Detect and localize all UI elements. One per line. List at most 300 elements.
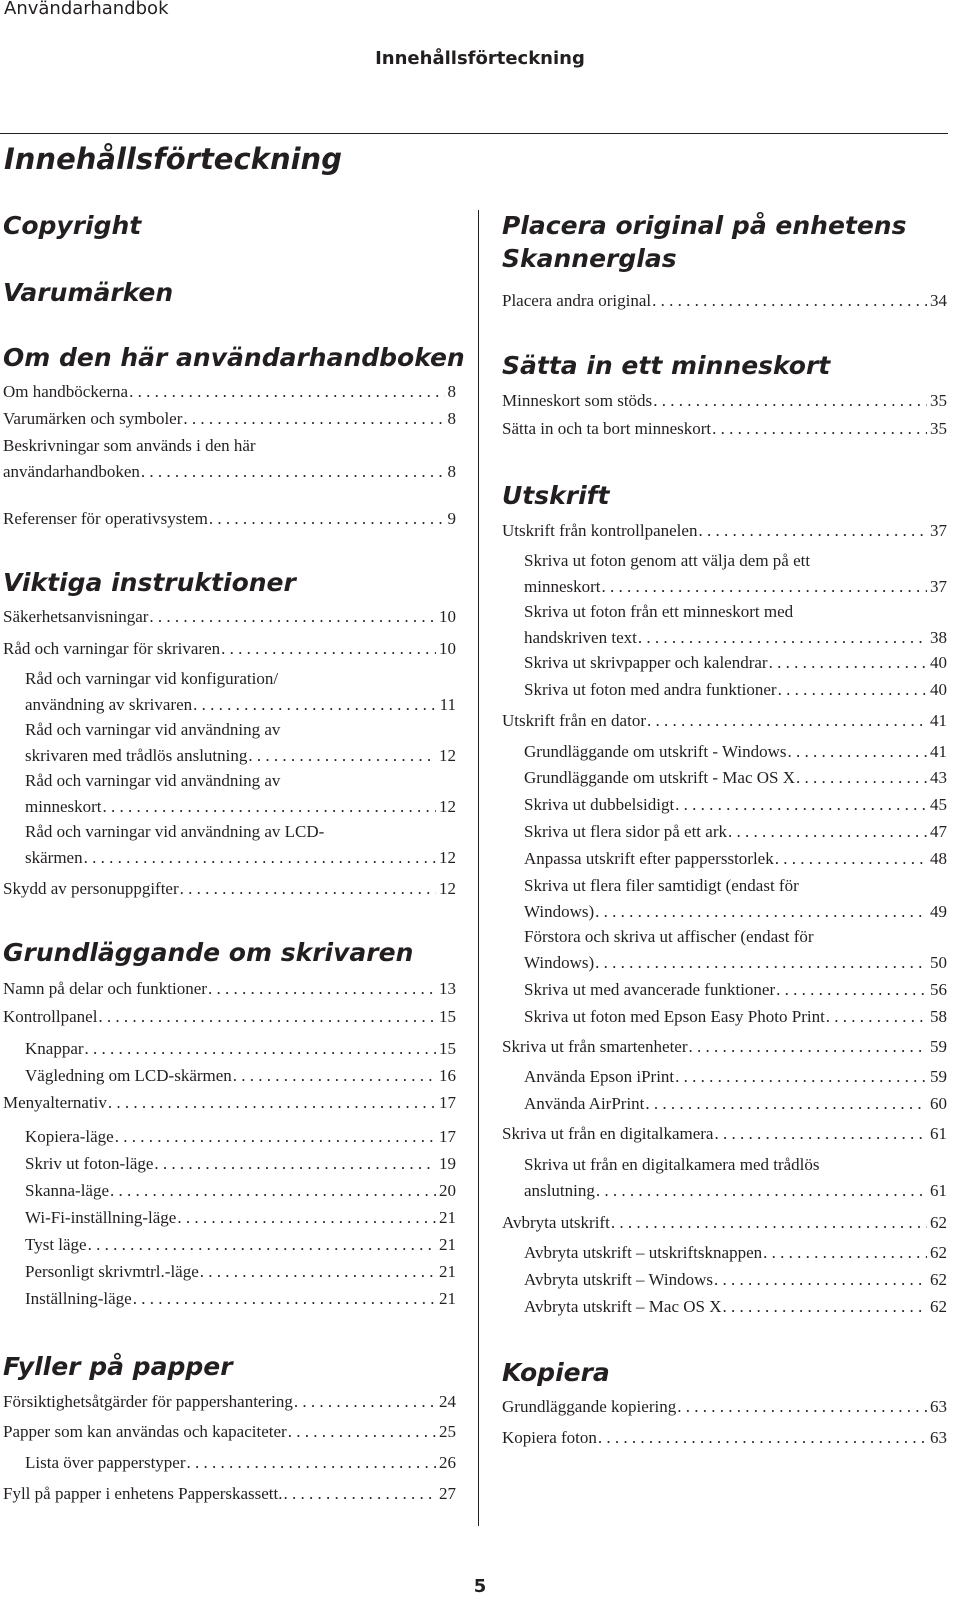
- entry-title: Grundläggande om utskrift - Windows: [524, 742, 787, 761]
- toc-subentry[interactable]: [25, 1178, 456, 1204]
- toc-section-heading[interactable]: [502, 209, 947, 275]
- dot-leader: [183, 406, 444, 432]
- toc-subentry[interactable]: [25, 1036, 456, 1062]
- entry-title: Windows): [524, 953, 595, 972]
- page-ref: 56: [930, 980, 947, 999]
- page-ref: 35: [930, 391, 947, 410]
- dot-leader: [103, 794, 437, 820]
- toc-entry[interactable]: [502, 518, 947, 544]
- page-ref: 47: [930, 822, 947, 841]
- entry-row: [25, 1178, 456, 1204]
- dot-leader: [149, 604, 436, 630]
- entry-title: minneskort: [524, 577, 601, 596]
- entry-row: [502, 708, 947, 734]
- toc-section-heading[interactable]: Utskrift: [502, 481, 610, 510]
- entry-row: [502, 1425, 947, 1451]
- toc-subentry[interactable]: [25, 1151, 456, 1177]
- toc-entry[interactable]: [502, 416, 947, 442]
- page-ref: 61: [930, 1124, 947, 1143]
- toc-subentry[interactable]: [25, 1286, 456, 1312]
- entry-title: användning av skrivaren: [25, 695, 193, 714]
- dot-leader: [98, 1004, 436, 1030]
- page-ref: 37: [930, 577, 947, 596]
- entry-row: [502, 288, 947, 314]
- page-ref: 16: [439, 1066, 456, 1085]
- entry-row: [524, 765, 947, 791]
- toc-entry[interactable]: [3, 433, 456, 485]
- entry-row: [524, 950, 947, 976]
- page-ref: 24: [439, 1392, 456, 1411]
- entry-row: [524, 739, 947, 765]
- entry-title: Menyalternativ: [3, 1093, 107, 1112]
- toc-entry[interactable]: [3, 1481, 456, 1507]
- page-ref: 49: [930, 902, 947, 921]
- toc-subentry[interactable]: [25, 1063, 456, 1089]
- entry-title: Avbryta utskrift – Windows: [524, 1270, 713, 1289]
- toc-entry[interactable]: [3, 1090, 456, 1116]
- toc-entry[interactable]: [3, 1004, 456, 1030]
- entry-title: Säkerhetsanvisningar: [3, 607, 149, 626]
- entry-title: Fyll på papper i enhetens Papperskassett.: [3, 1484, 283, 1503]
- dot-leader: [208, 976, 436, 1002]
- dot-leader: [129, 379, 444, 405]
- toc-entry[interactable]: [502, 1425, 947, 1451]
- toc-subentry[interactable]: [524, 792, 947, 818]
- page-ref: 60: [930, 1094, 947, 1113]
- page-ref: 62: [930, 1270, 947, 1289]
- header-rule: [0, 133, 948, 134]
- entry-row: [524, 1267, 947, 1293]
- entry-title: Skydd av personuppgifter: [3, 879, 179, 898]
- entry-title-line: Råd och varningar vid konfiguration/: [25, 669, 279, 688]
- entry-title: Råd och varningar för skrivaren: [3, 639, 221, 658]
- entry-row: [25, 845, 456, 871]
- entry-title: Avbryta utskrift: [502, 1213, 610, 1232]
- toc-entry[interactable]: [3, 636, 456, 662]
- entry-title: anslutning: [524, 1181, 595, 1200]
- entry-row: [3, 876, 456, 902]
- entry-row: [524, 650, 947, 676]
- toc-section-heading[interactable]: Om den här användarhandboken: [3, 343, 465, 372]
- dot-leader: [778, 677, 927, 703]
- entry-row: [524, 1240, 947, 1266]
- toc-subentry[interactable]: [524, 873, 947, 925]
- entry-title: Vägledning om LCD-skärmen: [25, 1066, 232, 1085]
- toc-entry[interactable]: [502, 388, 947, 414]
- entry-row: [3, 604, 456, 630]
- dot-leader: [288, 1419, 436, 1445]
- page-ref: 63: [930, 1428, 947, 1447]
- toc-subentry[interactable]: [524, 1267, 947, 1293]
- dot-leader: [714, 1267, 927, 1293]
- entry-title: Skriv ut foton-läge: [25, 1154, 154, 1173]
- dot-leader: [769, 650, 927, 676]
- toc-subentry[interactable]: [524, 739, 947, 765]
- dot-leader: [596, 1178, 927, 1204]
- dot-leader: [826, 1004, 927, 1030]
- page-ref: 40: [930, 653, 947, 672]
- toc-subentry[interactable]: [524, 1064, 947, 1090]
- toc-section-heading[interactable]: Varumärken: [3, 278, 174, 307]
- entry-row: [25, 1232, 456, 1258]
- entry-row: [25, 692, 456, 718]
- entry-title: Skriva ut foton med Epson Easy Photo Print: [524, 1007, 825, 1026]
- entry-title-line: Beskrivningar som används i den här: [3, 436, 256, 455]
- entry-title-line: Skriva ut foton från ett minneskort med: [524, 602, 794, 621]
- page-ref: 12: [439, 848, 456, 867]
- page-ref: 37: [930, 521, 947, 540]
- page-title: Innehållsförteckning: [4, 142, 342, 176]
- dot-leader: [787, 739, 927, 765]
- toc-subentry[interactable]: [524, 599, 947, 651]
- toc-subentry[interactable]: [524, 548, 947, 600]
- entry-row: [524, 977, 947, 1003]
- entry-title: Skriva ut med avancerade funktioner: [524, 980, 776, 999]
- entry-row: [524, 1294, 947, 1320]
- entry-row: [25, 1259, 456, 1285]
- entry-row: [3, 406, 456, 432]
- dot-leader: [133, 1286, 436, 1312]
- dot-leader: [84, 845, 436, 871]
- entry-row: [524, 1091, 947, 1117]
- toc-entry[interactable]: [3, 976, 456, 1002]
- page-ref: 21: [439, 1208, 456, 1227]
- entry-title: skrivaren med trådlös anslutning: [25, 746, 248, 765]
- entry-row: [524, 1178, 947, 1204]
- entry-row: [502, 1121, 947, 1147]
- toc-entry[interactable]: [3, 379, 456, 405]
- dot-leader: [193, 692, 437, 718]
- page-ref: 12: [439, 746, 456, 765]
- running-head: Användarhandbok: [4, 0, 169, 19]
- toc-entry[interactable]: [502, 1394, 947, 1420]
- dot-leader: [180, 876, 436, 902]
- entry-title: Avbryta utskrift – utskriftsknappen: [524, 1243, 763, 1262]
- entry-title: Skriva ut flera sidor på ett ark: [524, 822, 727, 841]
- toc-subentry[interactable]: [524, 677, 947, 703]
- entry-row: [524, 625, 947, 651]
- entry-row: [25, 1205, 456, 1231]
- page-ref: 26: [439, 1453, 456, 1472]
- entry-title: minneskort: [25, 797, 102, 816]
- toc-entry[interactable]: [502, 708, 947, 734]
- entry-title: Kopiera foton: [502, 1428, 597, 1447]
- toc-subentry[interactable]: [25, 1450, 456, 1476]
- page-ref: 21: [439, 1235, 456, 1254]
- entry-title: Tyst läge: [25, 1235, 87, 1254]
- page-ref: 12: [439, 879, 456, 898]
- page-ref: 19: [439, 1154, 456, 1173]
- page-ref: 62: [930, 1297, 947, 1316]
- toc-subentry[interactable]: [25, 1232, 456, 1258]
- entry-row: [524, 792, 947, 818]
- section-header: Innehållsförteckning: [375, 48, 585, 69]
- page-ref: 17: [439, 1127, 456, 1146]
- entry-row: [25, 1036, 456, 1062]
- dot-leader: [154, 1151, 436, 1177]
- entry-row: [502, 518, 947, 544]
- toc-entry[interactable]: [3, 506, 456, 532]
- dot-leader: [115, 1124, 436, 1150]
- entry-title-line: Skriva ut flera filer samtidigt (endast för: [524, 876, 799, 895]
- page-ref: 15: [439, 1007, 456, 1026]
- entry-title: Om handböckerna: [3, 382, 129, 401]
- dot-leader: [294, 1389, 436, 1415]
- entry-row: [25, 1286, 456, 1312]
- page-ref: 21: [439, 1262, 456, 1281]
- dot-leader: [598, 1425, 927, 1451]
- dot-leader: [141, 459, 445, 485]
- toc-entry[interactable]: [502, 1034, 947, 1060]
- toc-subentry[interactable]: [524, 1240, 947, 1266]
- dot-leader: [221, 636, 436, 662]
- dot-leader: [209, 506, 445, 532]
- toc-subentry[interactable]: [25, 819, 456, 871]
- toc-subentry[interactable]: [524, 1004, 947, 1030]
- toc-subentry[interactable]: [25, 768, 456, 820]
- toc-section-heading[interactable]: Kopiera: [502, 1358, 610, 1387]
- toc-subentry[interactable]: [524, 650, 947, 676]
- toc-subentry[interactable]: [524, 819, 947, 845]
- entry-row: [3, 1389, 456, 1415]
- page-ref: 45: [930, 795, 947, 814]
- entry-row: [25, 1124, 456, 1150]
- dot-leader: [595, 950, 927, 976]
- dot-leader: [233, 1063, 436, 1089]
- page-ref: 59: [930, 1037, 947, 1056]
- page-ref: 8: [447, 462, 456, 481]
- dot-leader: [652, 288, 927, 314]
- page-ref: 34: [930, 291, 947, 310]
- entry-row: [502, 1034, 947, 1060]
- page-ref: 27: [439, 1484, 456, 1503]
- entry-row: [25, 1063, 456, 1089]
- entry-row: [3, 976, 456, 1002]
- entry-title: Utskrift från kontrollpanelen: [502, 521, 698, 540]
- page-ref: 35: [930, 419, 947, 438]
- entry-row: [524, 846, 947, 872]
- toc-subentry[interactable]: [524, 1294, 947, 1320]
- entry-title: Namn på delar och funktioner: [3, 979, 207, 998]
- entry-row: [3, 1090, 456, 1116]
- page-ref: 13: [439, 979, 456, 998]
- page-ref: 41: [930, 742, 947, 761]
- entry-row: [25, 794, 456, 820]
- page-ref: 58: [930, 1007, 947, 1026]
- toc-subentry[interactable]: [25, 1259, 456, 1285]
- page-ref: 15: [439, 1039, 456, 1058]
- entry-title: Anpassa utskrift efter pappersstorlek: [524, 849, 774, 868]
- dot-leader: [110, 1178, 436, 1204]
- dot-leader: [177, 1205, 436, 1231]
- page-number: 5: [473, 1576, 487, 1597]
- toc-section-heading[interactable]: Fyller på papper: [3, 1352, 233, 1381]
- entry-title: Kontrollpanel: [3, 1007, 98, 1026]
- toc-subentry[interactable]: [524, 977, 947, 1003]
- entry-title: Försiktighetsåtgärder för pappershantering: [3, 1392, 293, 1411]
- entry-title: Skanna-läge: [25, 1181, 110, 1200]
- page-ref: 11: [439, 695, 456, 714]
- page-ref: 8: [447, 382, 456, 401]
- toc-entry[interactable]: [3, 1419, 456, 1445]
- entry-title: Skriva ut från en digitalkamera: [502, 1124, 714, 1143]
- entry-row: [3, 506, 456, 532]
- toc-subentry[interactable]: [524, 1152, 947, 1204]
- entry-row: [502, 1210, 947, 1236]
- dot-leader: [675, 792, 927, 818]
- page-ref: 43: [930, 768, 947, 787]
- toc-subentry[interactable]: [25, 717, 456, 769]
- entry-row: [25, 743, 456, 769]
- entry-row: [502, 416, 947, 442]
- entry-title: Varumärken och symboler: [3, 409, 183, 428]
- entry-title: Minneskort som stöds: [502, 391, 653, 410]
- dot-leader: [187, 1450, 437, 1476]
- toc-subentry[interactable]: [524, 765, 947, 791]
- toc-entry[interactable]: [502, 1121, 947, 1147]
- entry-title-line: Skriva ut foton genom att välja dem på ett: [524, 551, 811, 570]
- entry-title: Papper som kan användas och kapaciteter: [3, 1422, 287, 1441]
- dot-leader: [723, 1294, 927, 1320]
- page-ref: 8: [447, 409, 456, 428]
- toc-entry[interactable]: [502, 1210, 947, 1236]
- entry-title: Knappar: [25, 1039, 84, 1058]
- entry-title: Sätta in och ta bort minneskort: [502, 419, 712, 438]
- toc-section-heading[interactable]: Viktiga instruktioner: [3, 568, 296, 597]
- entry-title: Personligt skrivmtrl.-läge: [25, 1262, 199, 1281]
- toc-section-heading[interactable]: Sätta in ett minneskort: [502, 351, 831, 380]
- entry-row: [25, 1151, 456, 1177]
- entry-title: handskriven text: [524, 628, 637, 647]
- entry-row: [524, 1064, 947, 1090]
- dot-leader: [796, 765, 927, 791]
- entry-row: [3, 459, 456, 485]
- dot-leader: [653, 388, 927, 414]
- toc-subentry[interactable]: [25, 666, 456, 718]
- entry-title: användarhandboken: [3, 462, 140, 481]
- column-divider: [478, 210, 479, 1526]
- toc-subentry[interactable]: [524, 924, 947, 976]
- dot-leader: [645, 1091, 927, 1117]
- toc-entry[interactable]: [3, 1389, 456, 1415]
- entry-title-line: Råd och varningar vid användning av: [25, 720, 281, 739]
- page-ref: 62: [930, 1243, 947, 1262]
- entry-title: Skriva ut foton med andra funktioner: [524, 680, 777, 699]
- toc-entry[interactable]: [3, 406, 456, 432]
- toc-subentry[interactable]: [25, 1205, 456, 1231]
- entry-row: [502, 1394, 947, 1420]
- page-ref: 50: [930, 953, 947, 972]
- dot-leader: [677, 1394, 927, 1420]
- entry-row: [524, 819, 947, 845]
- dot-leader: [200, 1259, 436, 1285]
- heading-line: Skannerglas: [502, 244, 677, 273]
- entry-row: [3, 1419, 456, 1445]
- entry-title: Skriva ut skrivpapper och kalendrar: [524, 653, 768, 672]
- entry-row: [524, 677, 947, 703]
- toc-subentry[interactable]: [524, 1091, 947, 1117]
- entry-row: [524, 574, 947, 600]
- entry-row: [3, 379, 456, 405]
- page-ref: 17: [439, 1093, 456, 1112]
- toc-subentry[interactable]: [524, 846, 947, 872]
- page-ref: 59: [930, 1067, 947, 1086]
- toc-entry[interactable]: [3, 876, 456, 902]
- dot-leader: [675, 1064, 927, 1090]
- entry-title: Utskrift från en dator: [502, 711, 646, 730]
- page-ref: 21: [439, 1289, 456, 1308]
- toc-section-heading[interactable]: Grundläggande om skrivaren: [3, 938, 414, 967]
- entry-title: Avbryta utskrift – Mac OS X: [524, 1297, 722, 1316]
- entry-title: Kopiera-läge: [25, 1127, 114, 1146]
- entry-title: skärmen: [25, 848, 83, 867]
- entry-title: Grundläggande om utskrift - Mac OS X: [524, 768, 796, 787]
- dot-leader: [775, 846, 927, 872]
- dot-leader: [712, 416, 927, 442]
- dot-leader: [85, 1036, 436, 1062]
- page-ref: 38: [930, 628, 947, 647]
- toc-subentry[interactable]: [25, 1124, 456, 1150]
- page-ref: 25: [439, 1422, 456, 1441]
- entry-row: [25, 1450, 456, 1476]
- entry-title: Windows): [524, 902, 595, 921]
- dot-leader: [698, 518, 927, 544]
- entry-title-line: Råd och varningar vid användning av: [25, 771, 281, 790]
- entry-title: Placera andra original: [502, 291, 652, 310]
- toc-entry[interactable]: [502, 288, 947, 314]
- entry-row: [502, 388, 947, 414]
- page-ref: 12: [439, 797, 456, 816]
- entry-title: Använda Epson iPrint: [524, 1067, 675, 1086]
- entry-title: Referenser för operativsystem: [3, 509, 208, 528]
- entry-title-line: Råd och varningar vid användning av LCD-: [25, 822, 325, 841]
- entry-title: Wi-Fi-inställning-läge: [25, 1208, 177, 1227]
- page-ref: 41: [930, 711, 947, 730]
- entry-row: [524, 899, 947, 925]
- entry-row: [3, 1004, 456, 1030]
- entry-title: Skriva ut från smartenheter: [502, 1037, 688, 1056]
- page-ref: 10: [439, 639, 456, 658]
- entry-title: Skriva ut dubbelsidigt: [524, 795, 675, 814]
- entry-row: [524, 1004, 947, 1030]
- entry-row: [3, 636, 456, 662]
- toc-entry[interactable]: [3, 604, 456, 630]
- page-ref: 61: [930, 1181, 947, 1200]
- page-ref: 9: [447, 509, 456, 528]
- dot-leader: [595, 899, 927, 925]
- dot-leader: [602, 574, 928, 600]
- dot-leader: [714, 1121, 927, 1147]
- toc-section-heading[interactable]: Copyright: [3, 211, 142, 240]
- page-ref: 62: [930, 1213, 947, 1232]
- page-ref: 48: [930, 849, 947, 868]
- dot-leader: [776, 977, 927, 1003]
- page-ref: 10: [439, 607, 456, 626]
- dot-leader: [647, 708, 927, 734]
- page-ref: 20: [439, 1181, 456, 1200]
- page-ref: 40: [930, 680, 947, 699]
- entry-title: Använda AirPrint: [524, 1094, 645, 1113]
- entry-title: Lista över papperstyper: [25, 1453, 186, 1472]
- entry-title: Inställning-läge: [25, 1289, 132, 1308]
- page-ref: 63: [930, 1397, 947, 1416]
- dot-leader: [88, 1232, 436, 1258]
- dot-leader: [611, 1210, 927, 1236]
- dot-leader: [108, 1090, 436, 1116]
- dot-leader: [763, 1240, 927, 1266]
- entry-row: [3, 1481, 456, 1507]
- dot-leader: [284, 1481, 437, 1507]
